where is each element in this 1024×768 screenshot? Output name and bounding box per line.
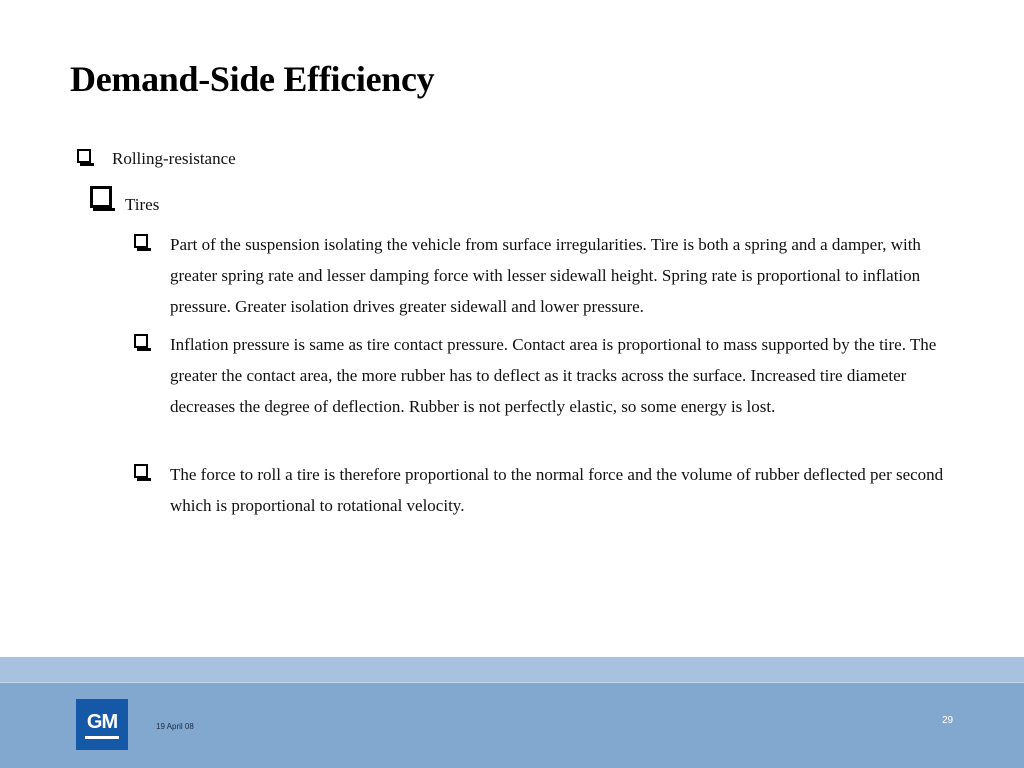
checkbox-bullet-icon [90, 186, 112, 208]
bullet-level1-text: Rolling-resistance [112, 149, 236, 168]
gm-logo-text: GM [86, 711, 118, 733]
bullet-level2-text: Tires [125, 195, 160, 214]
footer-band-light [0, 657, 1024, 682]
bullet-paragraph: Inflation pressure is same as tire contact pressure. Contact area is proportional to mass supported by the tire. The greater the contact area, the more rubber has to deflect as it tracks across the surface. Increased tire diameter decreases the degree of deflection. Rubber is not perfectly elastic, so some energy is lost. [170, 335, 937, 416]
checkbox-bullet-icon [77, 149, 91, 163]
checkbox-bullet-icon [134, 464, 148, 478]
checkbox-bullet-icon [134, 234, 148, 248]
gm-logo [76, 699, 128, 750]
bullet-paragraph: Part of the suspension isolating the vehicle from surface irregularities. Tire is both a spring and a damper, with greater spring rate and lesser damping force with lesser sidewall height. Spring rate is proportional to inflation pressure. Greater isolation drives greater sidewall and lower pressure. [170, 235, 921, 316]
page-number: 29 [942, 715, 954, 726]
footer-date: 19 April 08 [156, 722, 194, 731]
checkbox-bullet-icon [134, 334, 148, 348]
gm-logo-underline [85, 736, 119, 739]
slide-title: Demand-Side Efficiency [70, 59, 435, 99]
footer-band [0, 682, 1024, 768]
footer-divider [0, 682, 1024, 683]
bullet-paragraph: The force to roll a tire is therefore proportional to the normal force and the volume of rubber deflected per second which is proportional to rotational velocity. [170, 465, 944, 515]
